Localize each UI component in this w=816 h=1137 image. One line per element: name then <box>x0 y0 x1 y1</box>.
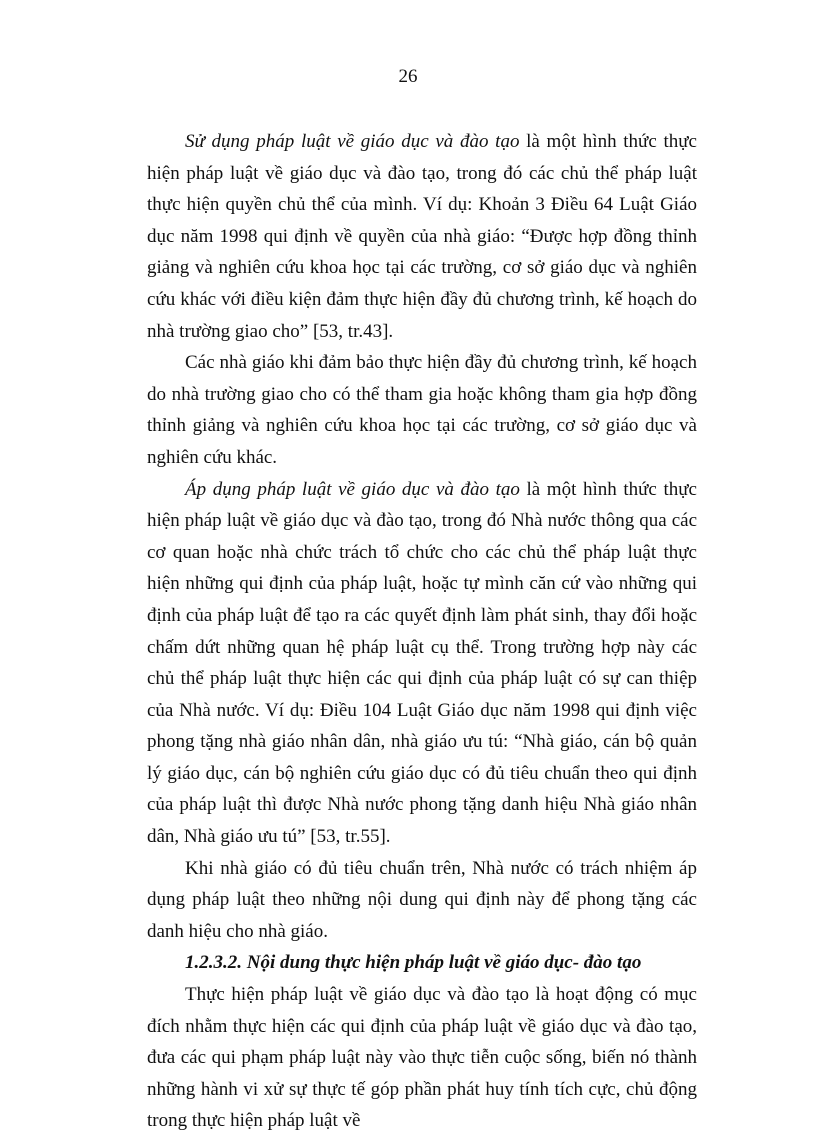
section-heading <box>147 947 697 979</box>
paragraph-use-of-law <box>147 126 697 347</box>
section-heading-text: 1.2.3.2. Nội dung thực hiện pháp luật về giáo dục- đào tạo <box>185 952 642 974</box>
paragraph-lead-term: Sử dụng pháp luật về giáo dục và đào tạo <box>185 131 520 152</box>
paragraph-text: Thực hiện pháp luật về giáo dục và đào tạo là hoạt động có mục đích nhằm thực hiện các qui định của pháp luật về giáo dục và đào tạo, đưa các qui phạm pháp luật này vào thực tiễn cuộc sống, biến nó thành những hành vi xử sự thực tế góp phần phát huy tính tích cực, chủ động trong thực hiện pháp luật về <box>147 984 697 1132</box>
document-body <box>147 126 697 1137</box>
paragraph-teacher-contract <box>147 347 697 473</box>
paragraph-application-of-law <box>147 474 697 853</box>
paragraph-lead-term: Áp dụng pháp luật về giáo dục và đào tạo <box>185 478 520 500</box>
paragraph-teacher-titles <box>147 853 697 948</box>
paragraph-content-definition <box>147 979 697 1137</box>
paragraph-text: là một hình thức thực hiện pháp luật về giáo dục và đào tạo, trong đó Nhà nước thông qua các cơ quan hoặc nhà chức trách tổ chức cho các chủ thể pháp luật thực hiện những qui định của pháp luật, hoặc tự mình căn cứ vào những qui định của pháp luật để tạo ra các quyết định làm phát sinh, thay đổi hoặc chấm dứt những quan hệ pháp luật cụ thể. Trong trường hợp này các chủ thể pháp luật thực hiện các qui định của pháp luật có sự can thiệp của Nhà nước. Ví dụ: Điều 104 Luật Giáo dục năm 1998 qui định việc phong tặng nhà giáo nhân dân, nhà giáo ưu tú: “Nhà giáo, cán bộ quản lý giáo dục, cán bộ nghiên cứu giáo dục có đủ tiêu chuẩn theo qui định của pháp luật thì được Nhà nước phong tặng danh hiệu Nhà giáo nhân dân, Nhà giáo ưu tú” [53, tr.55]. <box>147 478 697 848</box>
paragraph-text: là một hình thức thực hiện pháp luật về giáo dục và đào tạo, trong đó các chủ thể pháp luật thực hiện quyền chủ thể của mình. Ví dụ: Khoản 3 Điều 64 Luật Giáo dục năm 1998 qui định về quyền của nhà giáo: “Được hợp đồng thỉnh giảng và nghiên cứu khoa học tại các trường, cơ sở giáo dục và nghiên cứu khác với điều kiện đảm thực hiện đầy đủ chương trình, kế hoạch do nhà trường giao cho” [53, tr.43]. <box>147 131 697 342</box>
page-number: 26 <box>398 66 418 87</box>
paragraph-text: Khi nhà giáo có đủ tiêu chuẩn trên, Nhà nước có trách nhiệm áp dụng pháp luật theo những nội dung qui định này để phong tặng các danh hiệu cho nhà giáo. <box>147 857 697 942</box>
paragraph-text: Các nhà giáo khi đảm bảo thực hiện đầy đủ chương trình, kế hoạch do nhà trường giao cho có thể tham gia hoặc không tham gia hợp đồng thỉnh giảng và nghiên cứu khoa học tại các trường, cơ sở giáo dục và nghiên cứu khác. <box>147 352 697 468</box>
